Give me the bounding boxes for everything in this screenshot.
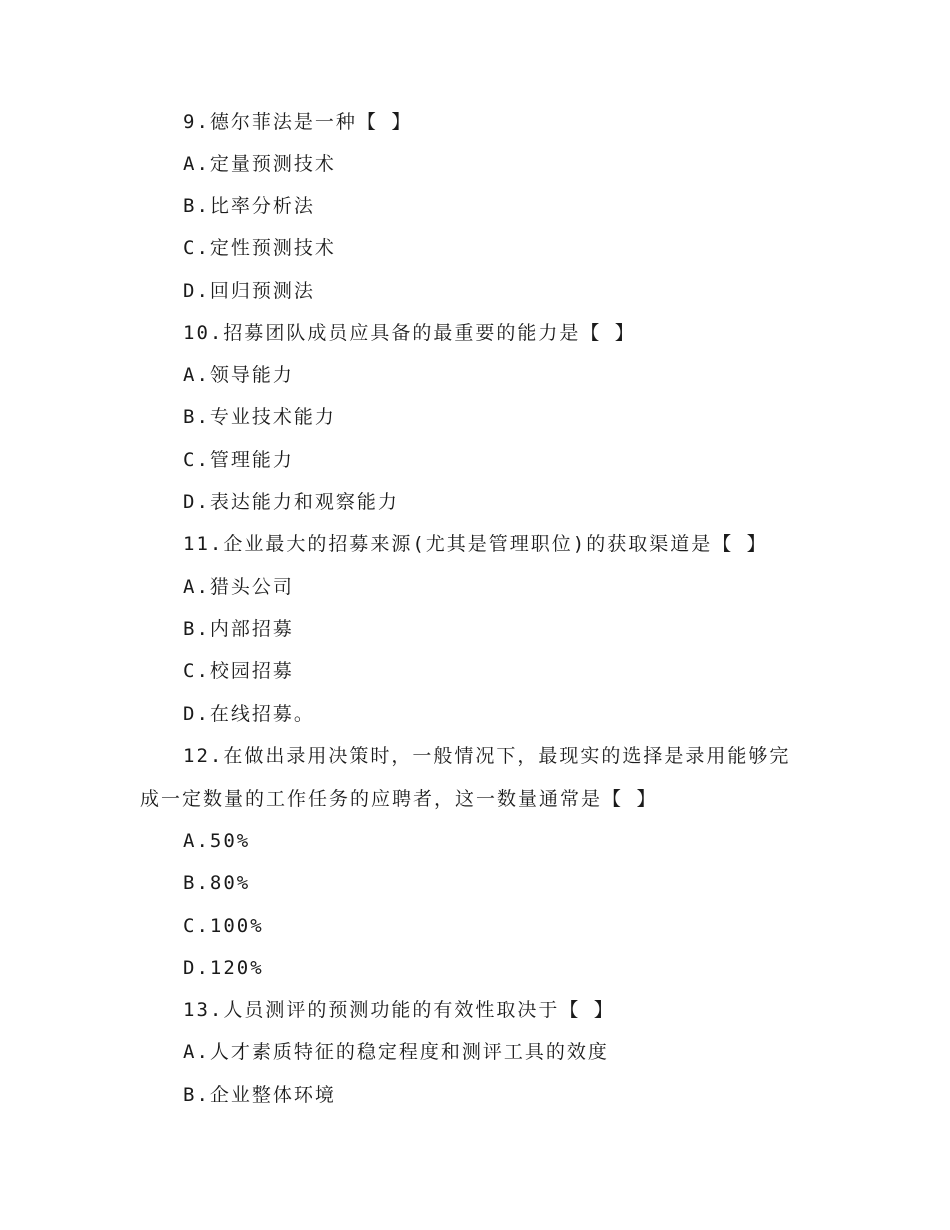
option-11-d: D.在线招募。: [183, 703, 315, 725]
option-13-b: B.企业整体环境: [183, 1084, 336, 1106]
option-9-d: D.回归预测法: [183, 280, 315, 302]
option-10-c: C.管理能力: [183, 449, 294, 471]
option-10-d: D.表达能力和观察能力: [183, 491, 399, 513]
option-9-a: A.定量预测技术: [183, 153, 336, 175]
question-11: 11.企业最大的招募来源(尤其是管理职位)的获取渠道是【 】: [183, 533, 768, 555]
option-11-b: B.内部招募: [183, 618, 294, 640]
question-12: 12.在做出录用决策时，一般情况下，最现实的选择是录用能够完: [183, 745, 791, 767]
question-9: 9.德尔菲法是一种【 】: [183, 111, 413, 133]
question-10: 10.招募团队成员应具备的最重要的能力是【 】: [183, 322, 636, 344]
question-13: 13.人员测评的预测功能的有效性取决于【 】: [183, 999, 615, 1021]
option-11-a: A.猎头公司: [183, 576, 294, 598]
option-10-b: B.专业技术能力: [183, 406, 336, 428]
option-9-c: C.定性预测技术: [183, 237, 336, 259]
option-9-b: B.比率分析法: [183, 195, 315, 217]
question-12-continued: 成一定数量的工作任务的应聘者，这一数量通常是【 】: [140, 788, 658, 810]
option-12-a: A.50%: [183, 830, 251, 852]
option-12-d: D.120%: [183, 957, 264, 979]
option-10-a: A.领导能力: [183, 364, 294, 386]
option-12-c: C.100%: [183, 915, 264, 937]
option-13-a: A.人才素质特征的稳定程度和测评工具的效度: [183, 1041, 609, 1063]
option-11-c: C.校园招募: [183, 660, 294, 682]
option-12-b: B.80%: [183, 872, 251, 894]
